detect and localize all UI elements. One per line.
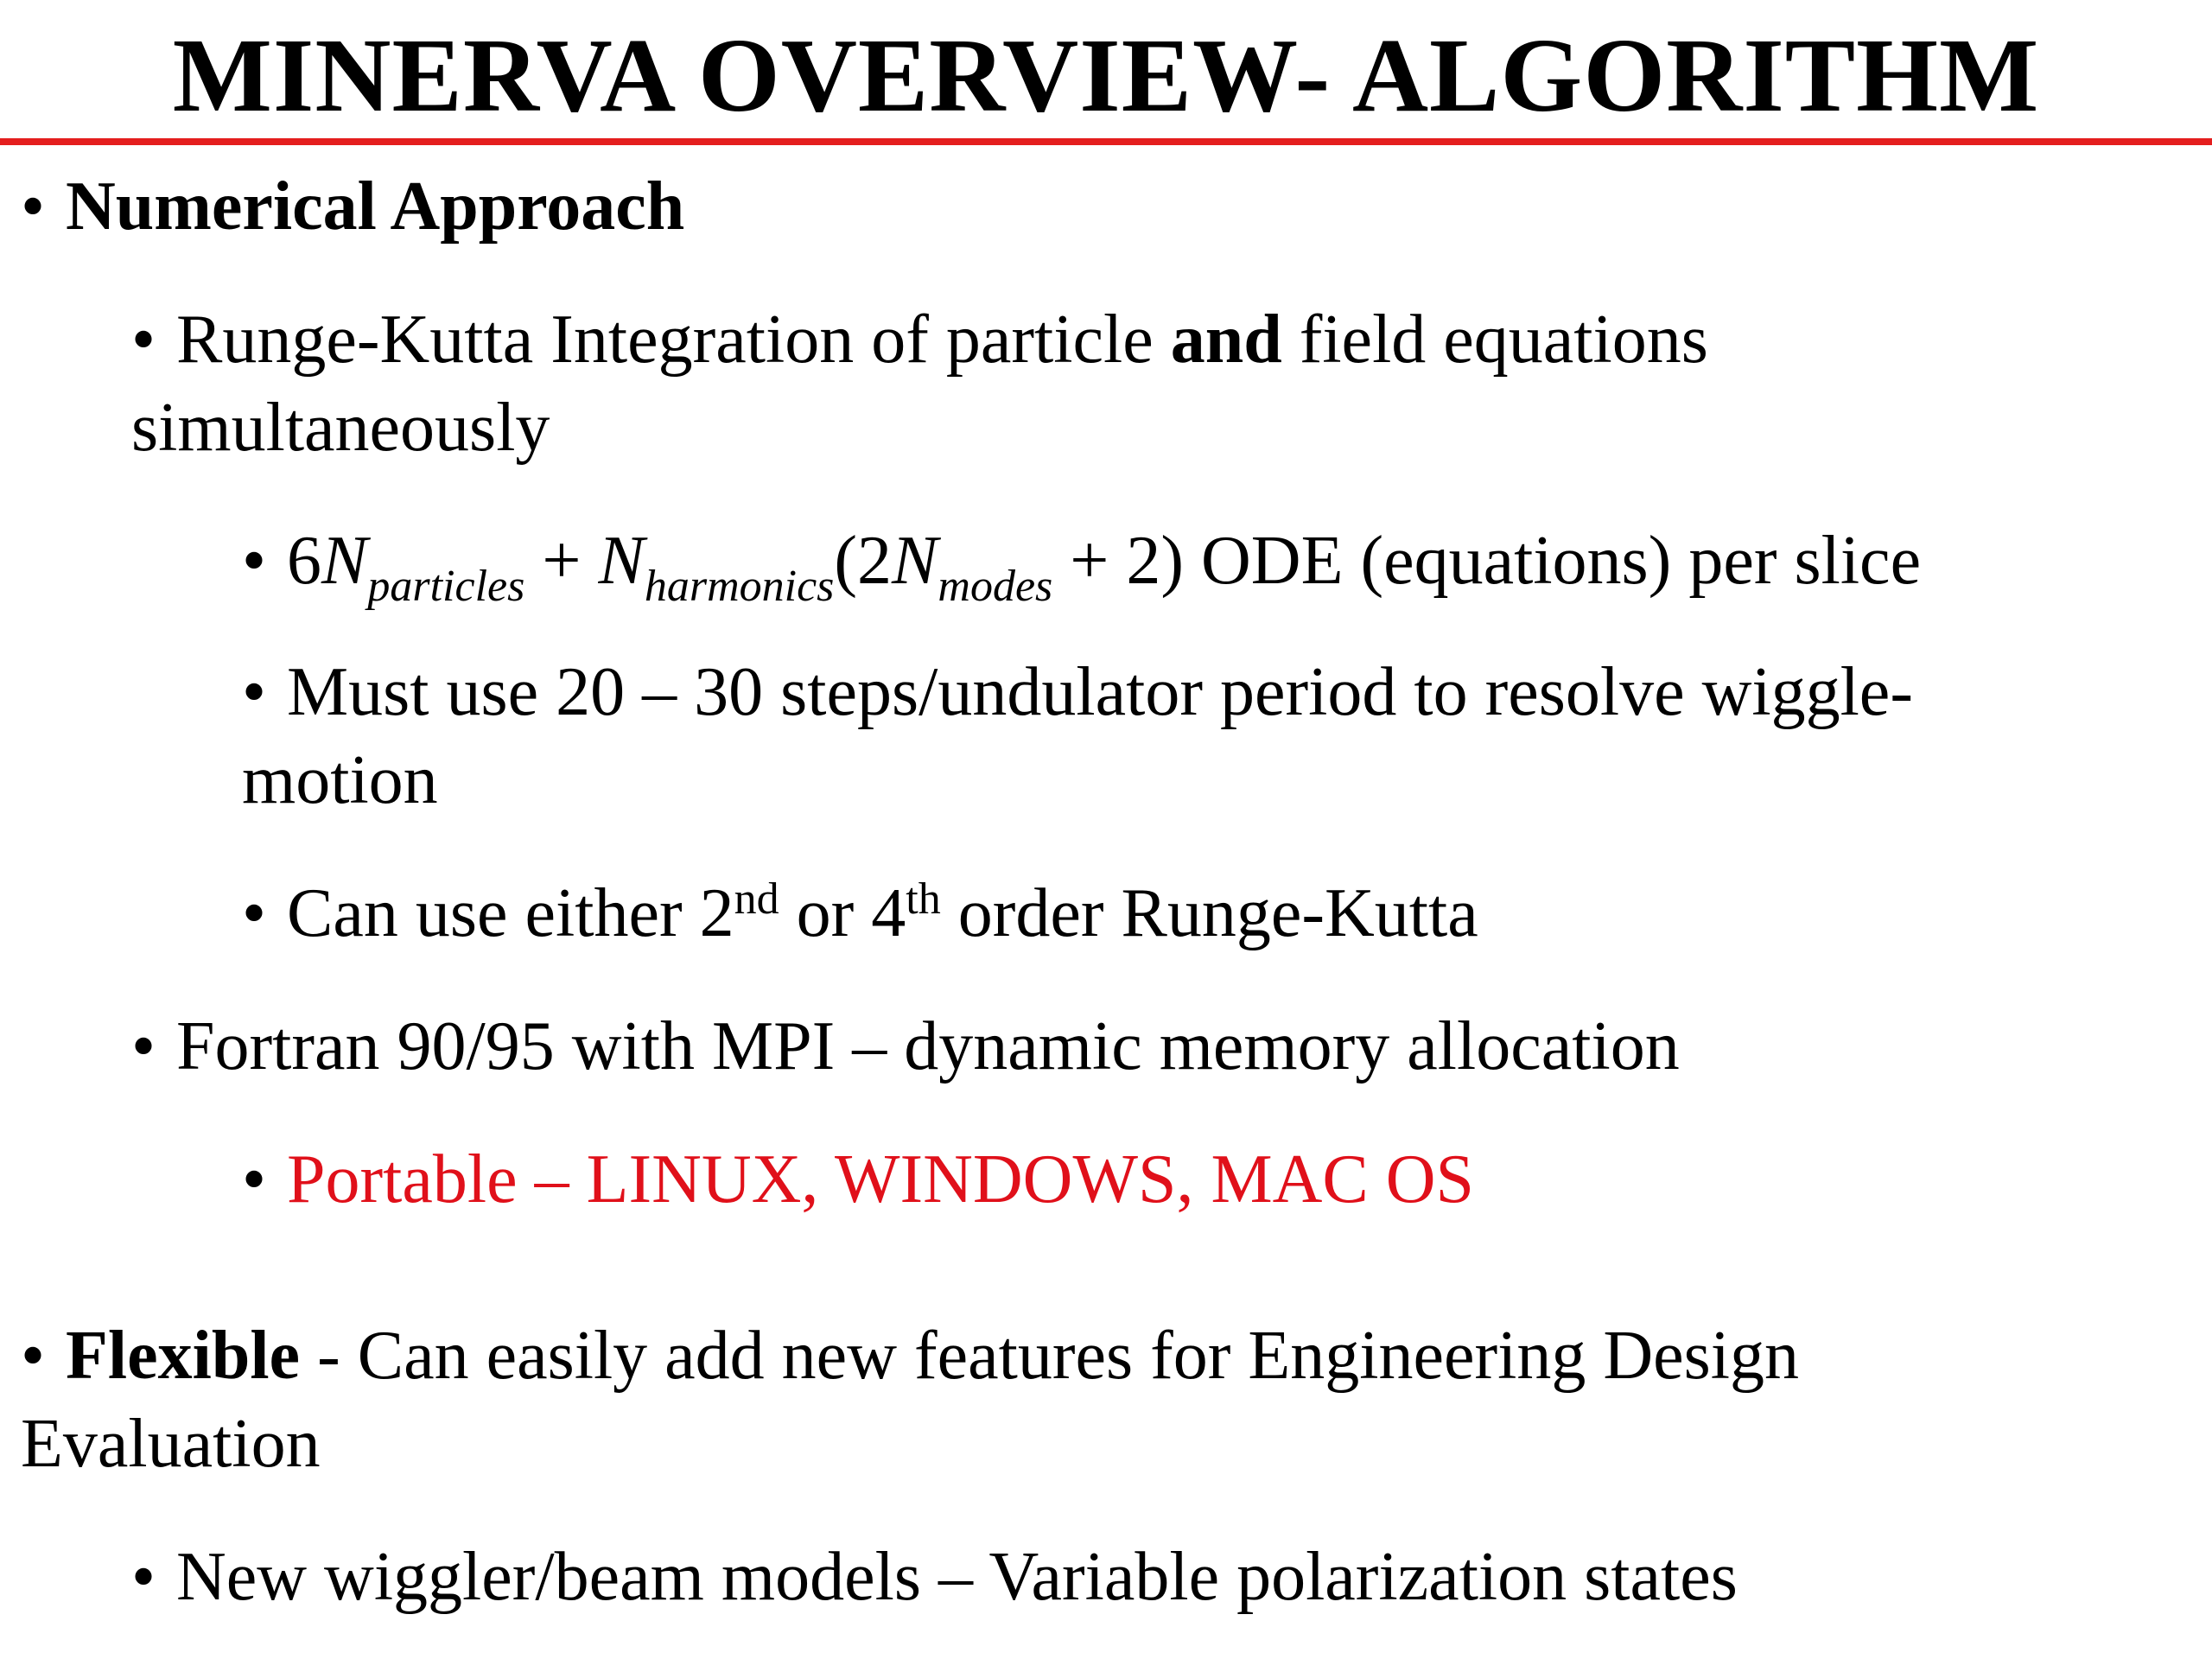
order-sup-th: th (906, 874, 941, 924)
bullet-dot: • (131, 302, 156, 378)
runge-kutta-text-post: field equations (1281, 302, 1708, 378)
bullet-order (242, 869, 1478, 957)
ode-six: 6 (287, 523, 321, 599)
bullet-dot: • (242, 1141, 267, 1217)
ode-sub-particles: particles (367, 562, 525, 611)
ode-sub-modes: modes (938, 562, 1053, 611)
bullet-ode-count (242, 517, 1922, 611)
order-text-2: or 4 (779, 875, 906, 951)
steps-continuation: motion (242, 742, 438, 818)
bullet-wiggler (131, 1533, 1738, 1621)
bullet-dot: • (242, 523, 267, 599)
steps-text: Must use 20 – 30 steps/undulator period to resolve wiggle- (287, 654, 1913, 730)
order-sup-nd: nd (734, 874, 779, 924)
wiggler-text: New wiggler/beam models – Variable polarization states (176, 1539, 1738, 1615)
flexible-continuation: Evaluation (21, 1406, 321, 1482)
bullet-steps (242, 648, 1913, 736)
ode-sub-harmonics: harmonics (644, 562, 835, 611)
ode-tail: + 2) ODE (equations) per slice (1052, 523, 1922, 599)
ode-n-harmonics: N (598, 523, 645, 599)
bullet-dot: • (131, 1008, 156, 1084)
bullet-dot: • (21, 168, 46, 245)
bullet-fortran (131, 1002, 1680, 1090)
title-divider (0, 138, 2212, 145)
flexible-text: - Can easily add new features for Engineering Design (300, 1318, 1800, 1394)
runge-kutta-continuation: simultaneously (131, 390, 550, 466)
runge-kutta-text-bold: and (1170, 302, 1282, 378)
order-text-3: order Runge-Kutta (940, 875, 1478, 951)
numerical-approach-label: Numerical Approach (66, 168, 685, 245)
portable-text: Portable – LINUX, WINDOWS, MAC OS (287, 1141, 1474, 1217)
bullet-dot: • (131, 1539, 156, 1615)
ode-n-particles: N (321, 523, 368, 599)
bullet-dot: • (242, 654, 267, 730)
bullet-runge-kutta (131, 296, 1708, 384)
flexible-bold: Flexible (66, 1318, 301, 1394)
bullet-dot: • (21, 1318, 46, 1394)
runge-kutta-text-pre: Runge-Kutta Integration of particle (176, 302, 1171, 378)
bullet-numerical-approach (21, 162, 684, 251)
fortran-text: Fortran 90/95 with MPI – dynamic memory allocation (176, 1008, 1680, 1084)
ode-open-paren: (2 (834, 523, 893, 599)
bullet-dot: • (242, 875, 267, 951)
order-text-1: Can use either 2 (287, 875, 734, 951)
bullet-flexible (21, 1312, 1799, 1400)
ode-n-modes: N (892, 523, 938, 599)
bullet-portable (242, 1135, 1474, 1224)
slide-title: MINERVA OVERVIEW- ALGORITHM (172, 17, 2040, 134)
ode-plus: + (524, 523, 599, 599)
